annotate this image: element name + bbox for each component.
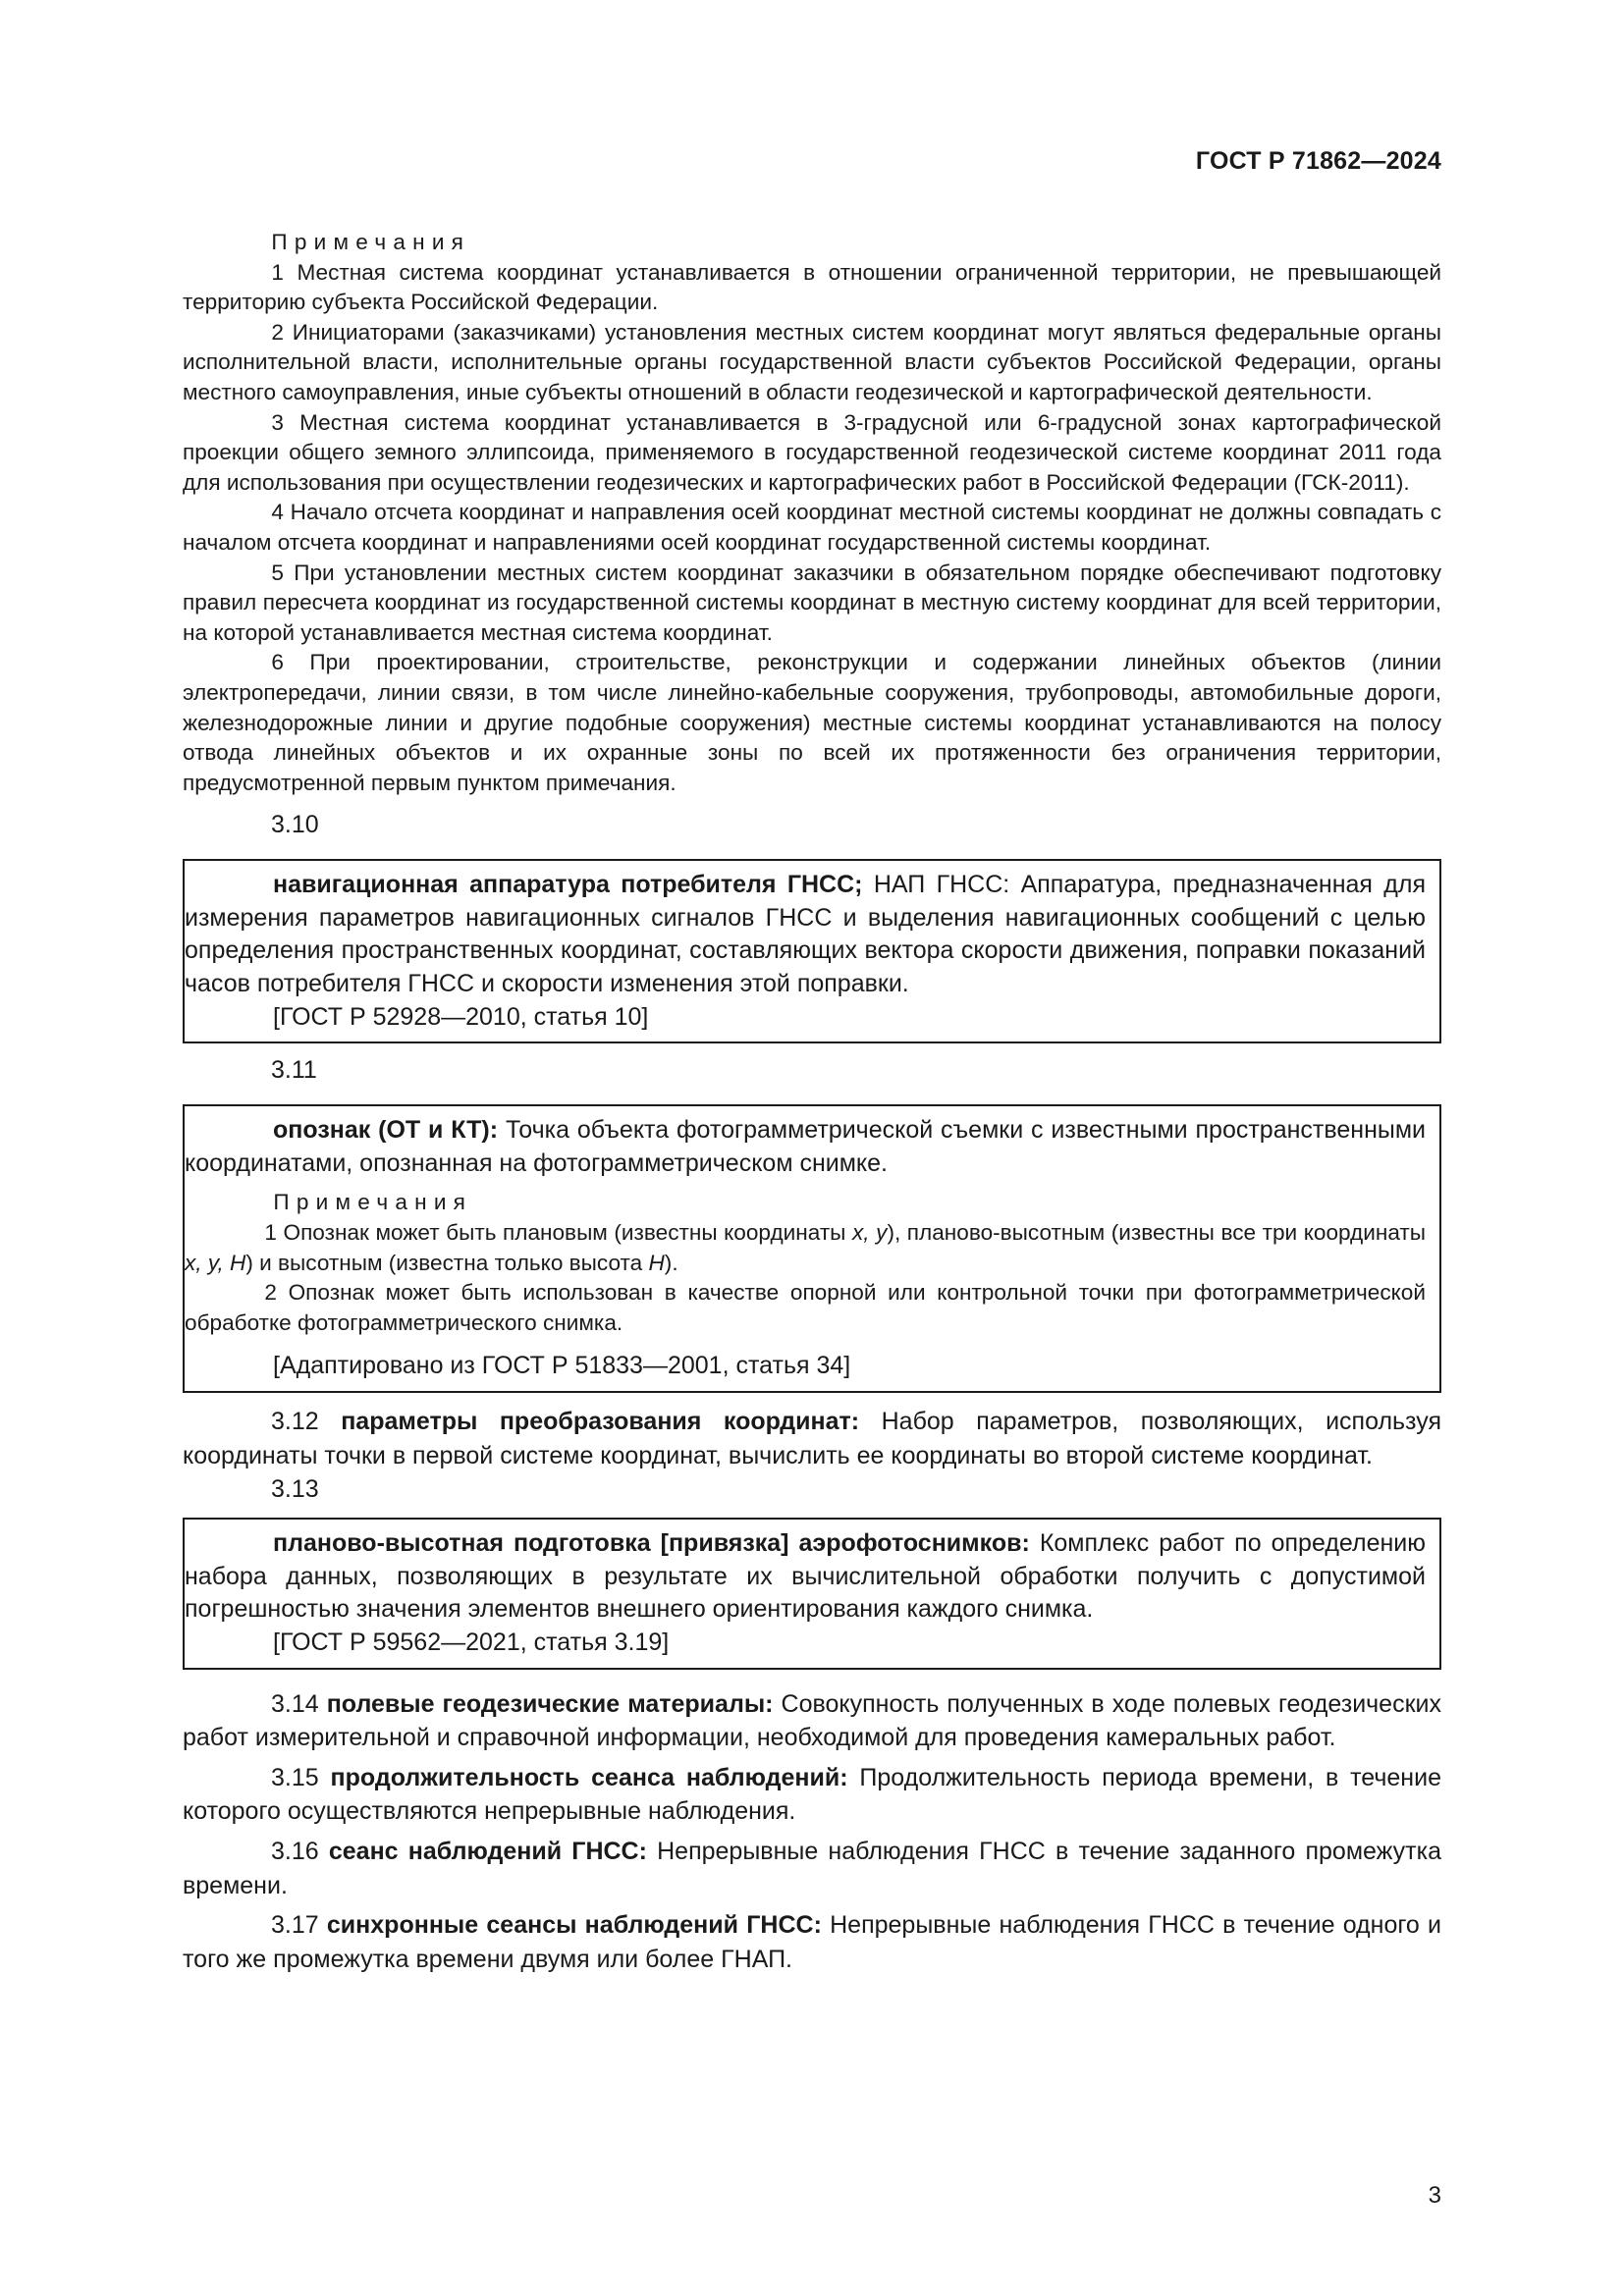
terms-list [183,1687,1441,1977]
term-name: опознак (ОТ и КТ): [273,1116,499,1145]
term-definition [185,1114,1426,1180]
term-name: полевые геодезические материалы: [326,1689,774,1718]
notes-block [183,228,1441,798]
section-number-3-11: 3.11 [271,1056,317,1085]
term-box-3-13 [183,1518,1441,1669]
note-item: 1 Опознак может быть плановым (известны координаты x, y), планово-высотным (известны все три координаты x, y, H) и высотным (известна только высота H). [185,1220,1426,1275]
term-source: [ГОСТ Р 59562—2021, статья 3.19] [273,1628,670,1656]
term-definition: 3.17 синхронные сеансы наблюдений ГНСС: Непрерывные наблюдения ГНСС в течение одного и того же промежутка времени двумя или более ГНАП. [183,1911,1442,1973]
term-text: Непрерывные наблюдения ГНСС в течение одного и того же промежутка времени двумя или более ГНАП. [183,1911,1442,1973]
term-definition [185,869,1426,1000]
term-text: Набор параметров, позволяющих, используя координаты точки в первой системе координат, вычислить ее координаты во второй системе координат. [183,1408,1442,1469]
term-box-3-10 [183,859,1441,1043]
document-code-header: ГОСТ Р 71862—2024 [1195,147,1441,175]
term-3-12 [183,1405,1441,1472]
note-item: 1 Местная система координат устанавливается в отношении ограниченной территории, не превышающей территорию субъекта Российской Федерации. [183,259,1441,315]
page-number: 3 [1428,2182,1441,2209]
notes-title: Примечания [271,230,471,254]
term-name: синхронные сеансы наблюдений ГНСС: [326,1911,822,1940]
note-item: 4 Начало отсчета координат и направления осей координат местной системы координат не должны совпадать с началом отсчета координат и направлениями осей координат государственной системы координат. [183,500,1441,555]
note-item: 2 Инициаторами (заказчиками) установления местных систем координат могут являться федеральные органы исполнительной власти, исполнительные органы государственной власти субъектов Российской Федерации, органы местного самоуправления, иные субъекты отношений в области геодезической и картографической деятельности. [183,319,1441,404]
term-definition: 3.12 параметры преобразования координат: Набор параметров, позволяющих, используя координаты точки в первой системе координат, вычислить ее координаты во второй системе координат. [183,1408,1442,1469]
term-name: продолжительность сеанса наблюдений: [330,1763,848,1791]
term-text: Комплекс работ по определению набора данных, позволяющих в результате их вычислительной обработки получить с допустимой погрешностью значения элементов внешнего ориентирования каждого снимка. [185,1529,1426,1624]
term-text: Продолжительность периода времени, в течение которого осуществляются непрерывные наблюдения. [183,1763,1441,1826]
term-text: Совокупность полученных в ходе полевых геодезических работ измерительной и справочной информации, необходимой для проведения камеральных работ. [183,1689,1441,1752]
term-name: сеанс наблюдений ГНСС: [328,1837,647,1865]
term-definition: 3.16 сеанс наблюдений ГНСС: Непрерывные наблюдения ГНСС в течение заданного промежутка времени. [183,1837,1441,1899]
page-content [183,228,1441,1976]
term-definition: 3.15 продолжительность сеанса наблюдений: Продолжительность периода времени, в течение которого осуществляются непрерывные наблюдения. [183,1763,1441,1826]
section-number-3-13: 3.13 [271,1475,319,1504]
term-text: Точка объекта фотограмметрической съемки с известными пространственными координатами, опознанная на фотограмметрическом снимке. [185,1116,1426,1177]
term-notes [185,1188,1426,1338]
term-text: Непрерывные наблюдения ГНСС в течение заданного промежутка времени. [183,1837,1441,1899]
term-source: [Адаптировано из ГОСТ Р 51833—2001, статья 34] [273,1352,851,1380]
term-definition: 3.14 полевые геодезические материалы: Совокупность полученных в ходе полевых геодезических работ измерительной и справочной информации, необходимой для проведения камеральных работ. [183,1689,1441,1752]
term-text: НАП ГНСС: Аппаратура, предназначенная для измерения параметров навигационных сигналов ГНСС и выделения навигационных сообщений с целью определения пространственных координат, составляющих вектора скорости движения, поправки показаний часов потребителя ГНСС и скорости изменения этой поправки. [185,871,1426,998]
term-definition [185,1527,1426,1627]
note-item: 5 При установлении местных систем координат заказчики в обязательном порядке обеспечивают подготовку правил пересчета координат из государственной системы координат в местную систему координат для всей территории, на которой устанавливается местная система координат. [183,560,1441,645]
note-item: 2 Опознак может быть использован в качестве опорной или контрольной точки при фотограмметрической обработке фотограмметрического снимка. [185,1280,1426,1335]
section-number-3-10: 3.10 [271,811,319,839]
term-name: параметры преобразования координат: [341,1408,860,1435]
term-box-3-11 [183,1104,1441,1393]
notes-title: Примечания [273,1190,473,1215]
term-name: навигационная аппаратура потребителя ГНСС; [273,871,863,899]
term-source: [ГОСТ Р 52928—2010, статья 10] [273,1002,649,1031]
note-item: 3 Местная система координат устанавливается в 3-градусной или 6-градусной зонах картографической проекции общего земного эллипсоида, применяемого в государственной геодезической системе координат 2011 года для использования при осуществлении геодезических и картографических работ в Российской Федерации (ГСК-2011). [183,409,1441,495]
note-item: 6 При проектировании, строительстве, реконструкции и содержании линейных объектов (линии электропередачи, линии связи, в том числе линейно-кабельные сооружения, трубопроводы, автомобильные дороги, железнодорожные линии и другие подобные сооружения) местные системы координат устанавливаются на полосу отвода линейных объектов и их охранные зоны по всей их протяженности без ограничения территории, предусмотренной первым пунктом примечания. [183,650,1441,795]
term-name: планово-высотная подготовка [привязка] аэрофотоснимков: [273,1529,1030,1558]
